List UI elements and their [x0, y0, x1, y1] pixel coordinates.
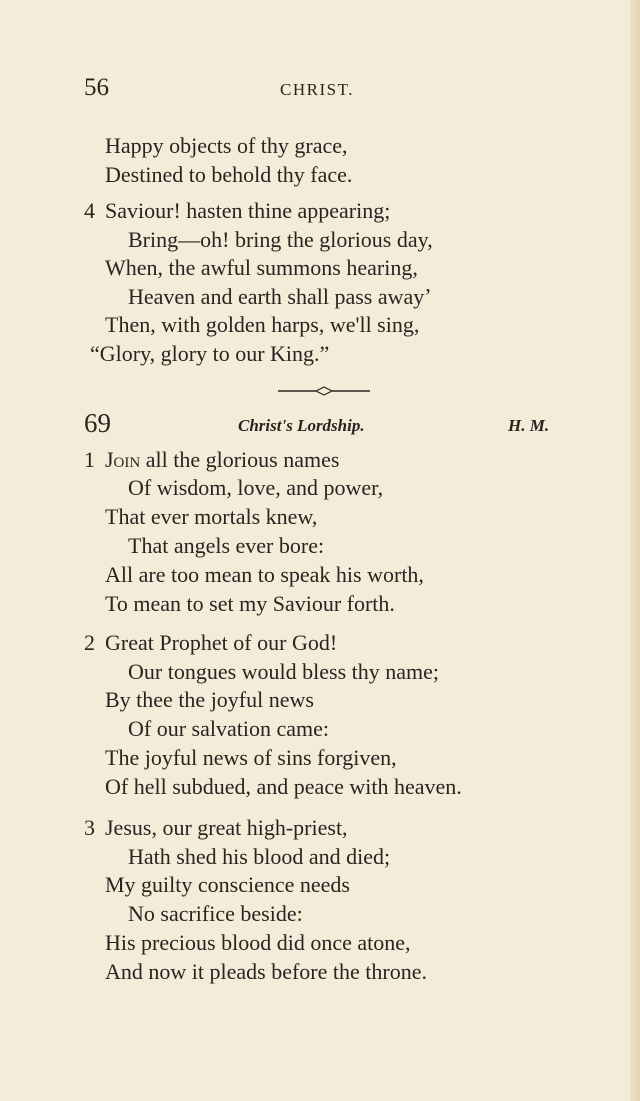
running-title: CHRIST. [280, 80, 354, 99]
verse-line: Our tongues would bless thy name; [128, 659, 440, 684]
verse-line: “Glory, glory to our King.” [90, 341, 330, 366]
verse-line: My guilty conscience needs [105, 872, 350, 897]
verse-number: 3 [84, 815, 95, 840]
verse-line: That angels ever bore: [128, 533, 325, 558]
verse-line: Of hell subdued, and peace with heaven. [105, 774, 462, 799]
verse-number: 1 [84, 447, 95, 472]
hymn-title: Christ's Lordship. [238, 416, 365, 435]
verse-line: And now it pleads before the throne. [105, 959, 427, 984]
verse-line: His precious blood did once atone, [105, 930, 411, 955]
hymn-number: 69 [84, 408, 111, 438]
verse-line: That ever mortals knew, [105, 504, 318, 529]
verse-line: Bring—oh! bring the glorious day, [128, 227, 433, 252]
verse-line: Of wisdom, love, and power, [128, 475, 384, 500]
verse-line: Hath shed his blood and died; [128, 844, 391, 869]
verse-line: Great Prophet of our God! [105, 630, 338, 655]
page-number: 56 [84, 74, 109, 101]
section-divider-ornament [278, 384, 370, 398]
verse-line: Of our salvation came: [128, 716, 329, 741]
verse-line [105, 446, 339, 474]
verse-line: No sacrifice beside: [128, 901, 303, 926]
verse-line: All are too mean to speak his worth, [105, 562, 424, 587]
verse-first-word: Join [105, 447, 141, 472]
verse-line: Jesus, our great high-priest, [105, 815, 348, 840]
verse-line: The joyful news of sins forgiven, [105, 745, 397, 770]
verse-line: When, the awful summons hearing, [105, 255, 418, 280]
continued-line: Happy objects of thy grace, [105, 133, 348, 158]
hymn-meter: H. M. [508, 416, 550, 435]
page-header [84, 74, 374, 106]
page-edge [630, 0, 640, 1101]
verse-line: To mean to set my Saviour forth. [105, 591, 395, 616]
continued-line: Destined to behold thy face. [105, 162, 353, 187]
verse-line: By thee the joyful news [105, 687, 314, 712]
verse-first-line-rest: all the glorious names [140, 447, 340, 472]
verse-line: Saviour! hasten thine appearing; [105, 198, 391, 223]
verse-number: 2 [84, 630, 95, 655]
verse-number: 4 [84, 198, 95, 223]
verse-line: Heaven and earth shall pass awayʼ [128, 284, 432, 309]
verse-line: Then, with golden harps, we'll sing, [105, 312, 420, 337]
